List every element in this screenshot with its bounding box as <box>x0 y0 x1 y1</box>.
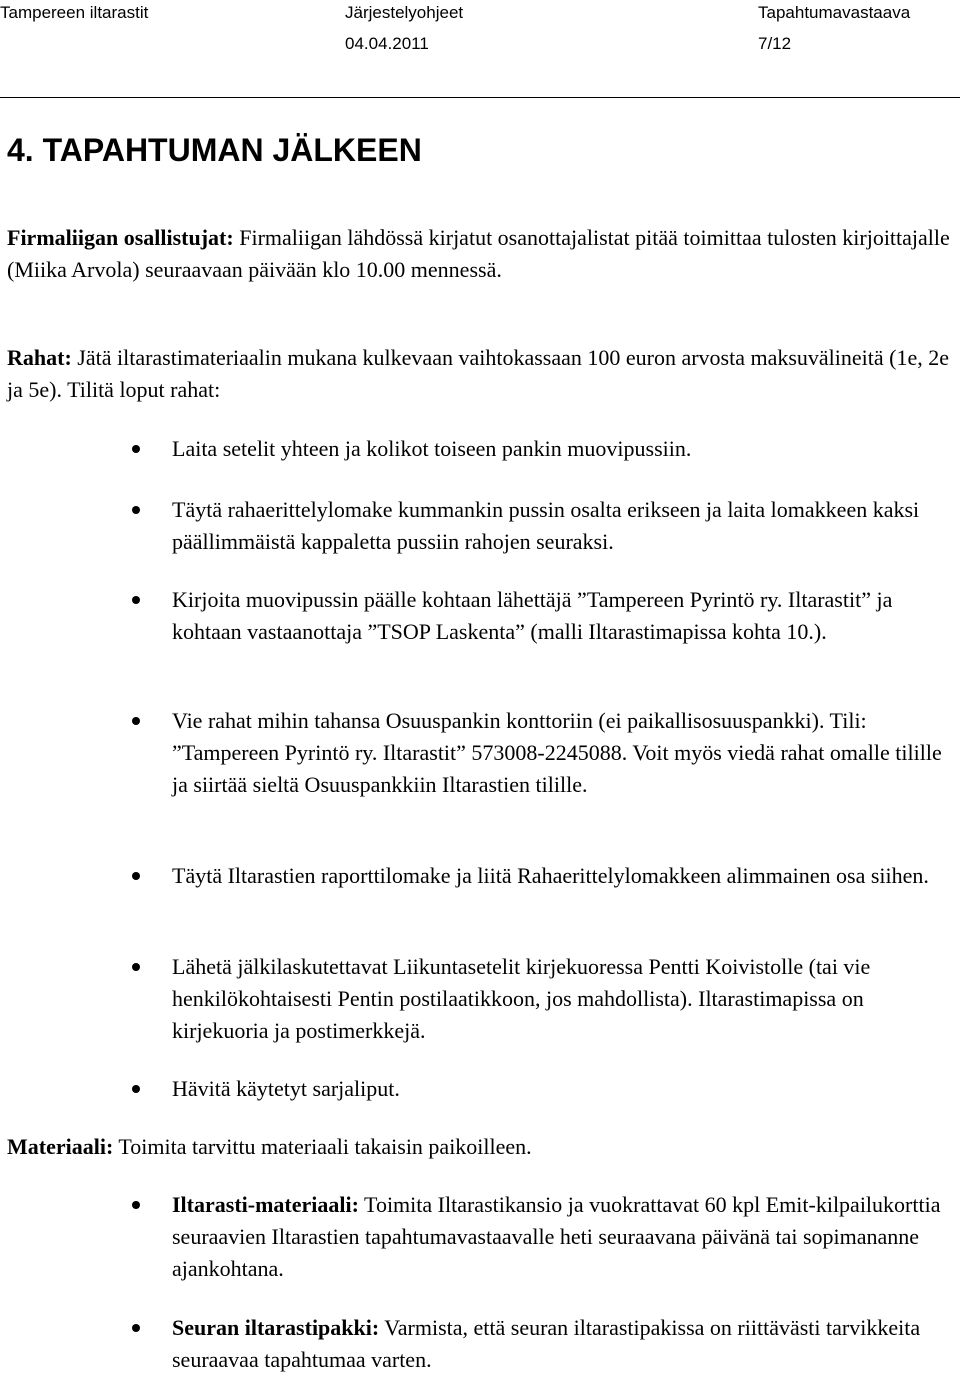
header-document-type: Järjestelyohjeet <box>345 3 464 22</box>
firmaliiga-label: Firmaliigan osallistujat: <box>7 225 234 250</box>
list-item <box>172 1189 952 1285</box>
list-item-label: Iltarasti-materiaali: <box>172 1192 359 1217</box>
materiaali-label: Materiaali: <box>7 1134 114 1159</box>
bullet-icon <box>132 596 140 604</box>
section-title: 4. TAPAHTUMAN JÄLKEEN <box>7 132 422 168</box>
list-item <box>172 494 952 558</box>
header-date: 04.04.2011 <box>345 34 429 53</box>
list-item-text: Vie rahat mihin tahansa Osuuspankin konttoriin (ei paikallisosuuspankki). Tili: ”Tampereen Pyrintö ry. Iltarastit” 573008-2245088. Voit myös viedä rahat omalle tilille ja siirtää sieltä Osuuspankkiin Iltarastien tilille. <box>172 708 942 797</box>
bullet-icon <box>132 1324 140 1332</box>
bullet-icon <box>132 717 140 725</box>
list-item-text: Hävitä käytetyt sarjaliput. <box>172 1076 400 1101</box>
bullet-icon <box>132 506 140 514</box>
list-item <box>172 705 952 801</box>
list-item-text: Kirjoita muovipussin päälle kohtaan lähettäjä ”Tampereen Pyrintö ry. Iltarastit” ja kohtaan vastaanottaja ”TSOP Laskenta” (malli Iltarastimapissa kohta 10.). <box>172 587 893 644</box>
list-item <box>172 433 952 465</box>
materiaali-text: Toimita tarvittu materiaali takaisin paikoilleen. <box>113 1134 532 1159</box>
list-item-text: Täytä rahaerittelylomake kummankin pussin osalta erikseen ja laita lomakkeen kaksi päällimmäistä kappaletta pussiin rahojen seuraksi. <box>172 497 920 554</box>
list-item-label: Seuran iltarastipakki: <box>172 1315 380 1340</box>
header-organization: Tampereen iltarastit <box>0 3 149 22</box>
rahat-paragraph <box>7 342 952 406</box>
materiaali-paragraph <box>7 1131 952 1163</box>
bullet-icon <box>132 963 140 971</box>
list-item-text: Varmista, että seuran iltarastipakissa on riittävästi tarvikkeita seuraavaa tapahtumaa varten. <box>172 1315 921 1372</box>
bullet-icon <box>132 445 140 453</box>
bullet-icon <box>132 1201 140 1209</box>
list-item-text: Täytä Iltarastien raporttilomake ja liitä Rahaerittelylomakkeen alimmainen osa siihen. <box>172 863 929 888</box>
rahat-label: Rahat: <box>7 345 72 370</box>
header-page-number: 7/12 <box>758 34 792 53</box>
rahat-text: Jätä iltarastimateriaalin mukana kulkevaan vaihtokassaan 100 euron arvosta maksuvälineitä (1e, 2e ja 5e). Tilitä loput rahat: <box>7 345 950 402</box>
list-item <box>172 1073 952 1105</box>
header-role: Tapahtumavastaava <box>758 3 911 22</box>
firmaliiga-text: Firmaliigan lähdössä kirjatut osanottajalistat pitää toimittaa tulosten kirjoittajalle (Miika Arvola) seuraavaan päivään klo 10.00 mennessä. <box>7 225 950 282</box>
list-item-text: Laita setelit yhteen ja kolikot toiseen pankin muovipussiin. <box>172 436 692 461</box>
firmaliiga-paragraph <box>7 222 952 286</box>
list-item-text: Lähetä jälkilaskutettavat Liikuntasetelit kirjekuoressa Pentti Koivistolle (tai vie henkilökohtaisesti Pentin postilaatikkoon, jos mahdollista). Iltarastimapissa on kirjekuoria ja postimerkkejä. <box>172 954 871 1043</box>
list-item <box>172 860 952 892</box>
bullet-icon <box>132 872 140 880</box>
list-item-text: Toimita Iltarastikansio ja vuokrattavat 60 kpl Emit-kilpailukorttia seuraavien Iltarastien tapahtumavastaavalle heti seuraavana päivänä tai sopimananne ajankohtana. <box>172 1192 941 1281</box>
list-item <box>172 951 952 1047</box>
header-divider <box>0 97 960 98</box>
bullet-icon <box>132 1085 140 1093</box>
list-item <box>172 1312 952 1376</box>
list-item <box>172 584 952 648</box>
